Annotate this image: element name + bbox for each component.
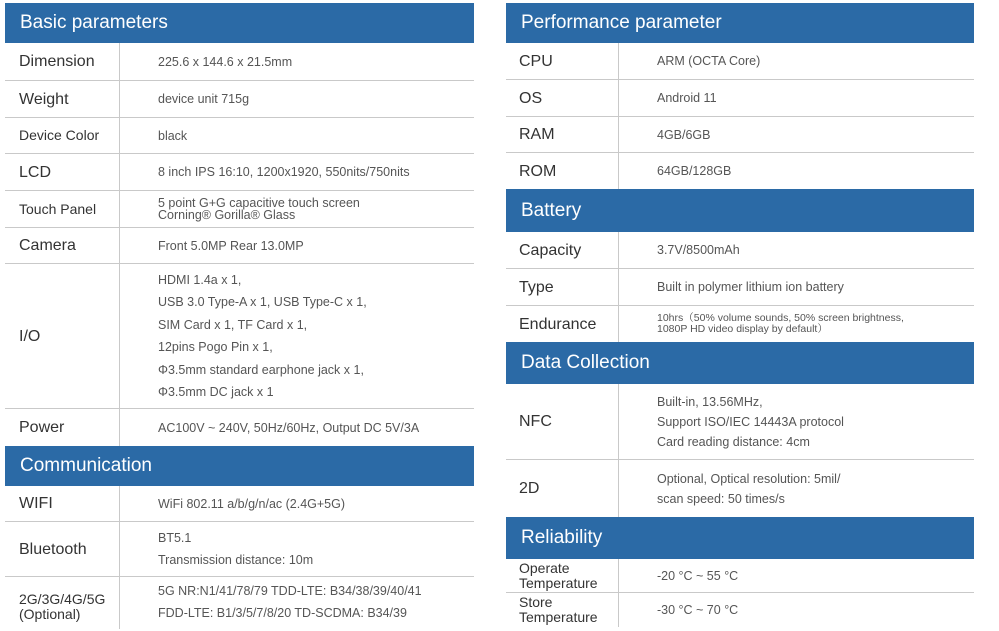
spec-value: Front 5.0MP Rear 13.0MP [158, 238, 304, 253]
spec-value: 225.6 x 144.6 x 21.5mm [158, 54, 293, 69]
spec-value-line: SIM Card x 1, TF Card x 1, [158, 317, 308, 332]
spec-value-line: Card reading distance: 4cm [657, 434, 810, 449]
spec-value-line: 5 point G+G capacitive touch screen [158, 196, 360, 210]
spec-value-line: 1080P HD video display by default） [657, 323, 828, 335]
spec-row-operate-temperature [506, 559, 974, 593]
spec-value: 64GB/128GB [657, 164, 732, 178]
spec-value: -20 °C ~ 55 °C [657, 568, 739, 583]
spec-value: ARM (OCTA Core) [657, 54, 761, 68]
spec-row-nfc [506, 384, 974, 460]
spec-label: RAM [506, 117, 619, 152]
left-column [5, 3, 474, 629]
spec-row-bluetooth [5, 522, 474, 577]
spec-row-rom [506, 153, 974, 189]
spec-value [619, 460, 974, 517]
spec-value: WiFi 802.11 a/b/g/n/ac (2.4G+5G) [158, 496, 346, 511]
spec-value-line: Transmission distance: 10m [158, 553, 314, 567]
spec-row-camera [5, 228, 474, 264]
spec-row-cellular [5, 577, 474, 629]
spec-value-line: FDD-LTE: B1/3/5/7/8/20 TD-SCDMA: B34/39 [158, 606, 407, 620]
spec-value [120, 264, 474, 408]
spec-value-line: Support ISO/IEC 14443A protocol [657, 414, 844, 429]
spec-value [120, 577, 474, 629]
spec-label: LCD [5, 154, 120, 190]
spec-row-type [506, 269, 974, 306]
section-header-performance-parameter: Performance parameter [506, 3, 974, 43]
spec-label: CPU [506, 43, 619, 79]
spec-label: OS [506, 80, 619, 116]
spec-row-lcd [5, 154, 474, 191]
section-header-battery: Battery [506, 189, 974, 232]
spec-value: 8 inch IPS 16:10, 1200x1920, 550nits/750nits [158, 165, 410, 179]
spec-value-line: Φ3.5mm DC jack x 1 [158, 385, 274, 399]
spec-row-io [5, 264, 474, 409]
spec-label: Store Temperature [506, 593, 619, 627]
spec-label: ROM [506, 153, 619, 189]
spec-value [619, 384, 974, 459]
spec-label: Capacity [506, 232, 619, 268]
spec-value-line: 10hrs（50% volume sounds, 50% screen brightness, [657, 312, 904, 324]
spec-label: Touch Panel [5, 191, 120, 227]
spec-label: 2D [506, 460, 619, 517]
spec-value: -30 °C ~ 70 °C [657, 603, 739, 617]
spec-value: AC100V ~ 240V, 50Hz/60Hz, Output DC 5V/3A [158, 420, 420, 435]
spec-row-endurance [506, 306, 974, 342]
spec-row-ram [506, 117, 974, 153]
spec-row-device-color [5, 118, 474, 154]
spec-label: Type [506, 269, 619, 305]
spec-value [120, 191, 474, 227]
spec-value: Built in polymer lithium ion battery [657, 280, 844, 294]
spec-row-wifi [5, 486, 474, 522]
spec-label: Operate Temperature [506, 559, 619, 592]
spec-row-cpu [506, 43, 974, 80]
spec-label: 2G/3G/4G/5G (Optional) [5, 577, 120, 629]
spec-value-line: USB 3.0 Type-A x 1, USB Type-C x 1, [158, 295, 367, 309]
spec-value-line: Φ3.5mm standard earphone jack x 1, [158, 362, 364, 377]
spec-row-touch-panel [5, 191, 474, 228]
spec-value [619, 306, 974, 342]
spec-value: Android 11 [657, 91, 717, 105]
spec-value-line: 5G NR:N1/41/78/79 TDD-LTE: B34/38/39/40/41 [158, 584, 422, 598]
spec-label: Camera [5, 228, 120, 263]
spec-value-line: scan speed: 50 times/s [657, 491, 785, 506]
section-header-communication: Communication [5, 446, 474, 486]
spec-row-capacity [506, 232, 974, 269]
spec-label: Device Color [5, 118, 120, 153]
section-header-data-collection: Data Collection [506, 342, 974, 384]
spec-value-line: 12pins Pogo Pin x 1, [158, 340, 273, 354]
spec-label: Bluetooth [5, 522, 120, 576]
spec-value-line: Corning® Gorilla® Glass [158, 208, 296, 222]
spec-label: Power [5, 409, 120, 446]
spec-value-line: Built-in, 13.56MHz, [657, 394, 763, 409]
spec-label: Dimension [5, 43, 120, 80]
spec-label: WIFI [5, 486, 120, 521]
section-header-basic-parameters: Basic parameters [5, 3, 474, 43]
section-header-reliability: Reliability [506, 517, 974, 559]
spec-value: 3.7V/8500mAh [657, 243, 740, 257]
spec-value: device unit 715g [158, 92, 250, 106]
spec-value [120, 522, 474, 576]
spec-row-dimension [5, 43, 474, 81]
spec-label: Endurance [506, 306, 619, 342]
spec-value-line: Optional, Optical resolution: 5mil/ [657, 471, 841, 486]
spec-row-power [5, 409, 474, 446]
spec-value-line: HDMI 1.4a x 1, [158, 272, 242, 287]
spec-value-line: BT5.1 [158, 531, 192, 545]
spec-row-weight [5, 81, 474, 118]
spec-row-os [506, 80, 974, 117]
spec-value: black [158, 128, 188, 143]
spec-row-store-temperature [506, 593, 974, 627]
spec-value: 4GB/6GB [657, 127, 711, 142]
spec-label: I/O [5, 264, 120, 408]
spec-row-2d [506, 460, 974, 517]
spec-label: Weight [5, 81, 120, 117]
spec-label: NFC [506, 384, 619, 459]
right-column [506, 3, 974, 627]
